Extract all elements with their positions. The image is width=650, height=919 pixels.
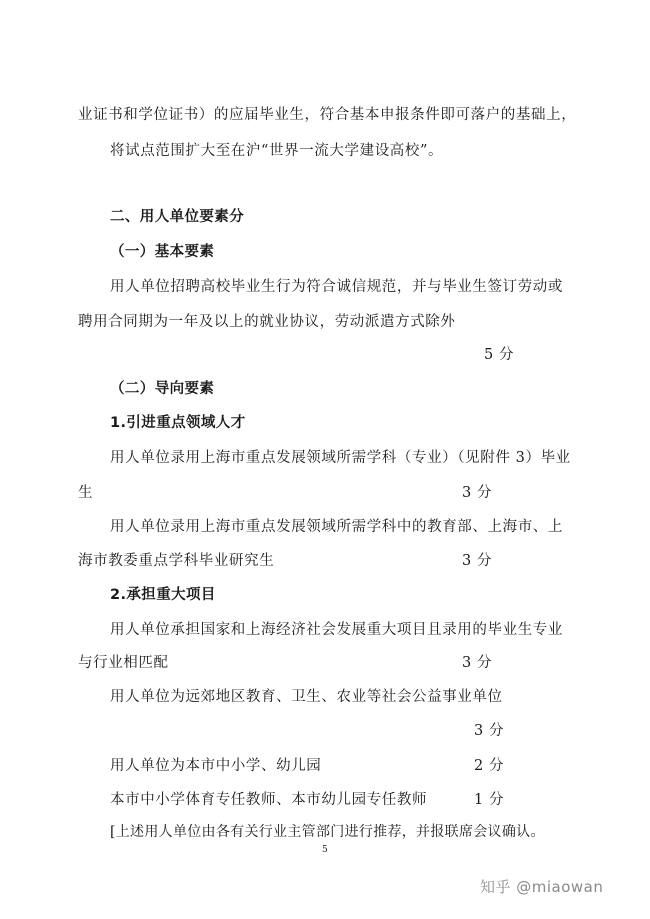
paragraph-line: 用人单位录用上海市重点发展领域所需学科（专业）（见附件 3）毕业 xyxy=(110,450,571,466)
paragraph-line: 海市教委重点学科毕业研究生 xyxy=(78,553,275,569)
paragraph-line: 本市中小学体育专任教师、本市幼儿园专任教师 xyxy=(110,792,428,808)
paragraph-line: 用人单位为本市中小学、幼儿园 xyxy=(110,758,322,774)
subsection-heading: （一）基本要素 xyxy=(110,244,215,260)
watermark: 知乎 @miaowan xyxy=(480,878,604,896)
paragraph-line: 用人单位招聘高校毕业生行为符合诚信规范，并与毕业生签订劳动或 xyxy=(110,279,563,295)
score-value: 1 分 xyxy=(474,792,505,808)
subsection-heading: （二）导向要素 xyxy=(110,381,215,397)
item-heading: 2.承担重大项目 xyxy=(110,587,216,603)
page-number: 5 xyxy=(322,845,328,855)
paragraph-line: 用人单位承担国家和上海经济社会发展重大项目且录用的毕业生专业 xyxy=(110,622,563,638)
paragraph-line: 将试点范围扩大至在沪“世界一流大学建设高校”。 xyxy=(110,143,444,159)
note-line: [上述用人单位由各有关行业主管部门进行推荐，并报联席会议确认。 xyxy=(110,824,545,840)
score-value: 2 分 xyxy=(474,758,505,774)
paragraph-line: 用人单位为远郊地区教育、卫生、农业等社会公益事业单位 xyxy=(110,689,503,705)
paragraph-line: 业证书和学位证书）的应届毕业生，符合基本申报条件即可落户的基础上， xyxy=(78,107,577,123)
score-value: 5 分 xyxy=(484,347,515,363)
paragraph-line: 生 xyxy=(78,485,94,501)
paragraph-line: 用人单位录用上海市重点发展领域所需学科中的教育部、上海市、上 xyxy=(110,519,563,535)
paragraph-line: 与行业相匹配 xyxy=(78,655,169,671)
section-heading: 二、用人单位要素分 xyxy=(110,209,245,225)
score-value: 3 分 xyxy=(474,723,505,739)
item-heading: 1.引进重点领域人才 xyxy=(110,415,246,431)
paragraph-line: 聘用合同期为一年及以上的就业协议，劳动派遣方式除外 xyxy=(78,314,456,330)
score-value: 3 分 xyxy=(462,485,493,501)
score-value: 3 分 xyxy=(462,655,493,671)
score-value: 3 分 xyxy=(462,553,493,569)
